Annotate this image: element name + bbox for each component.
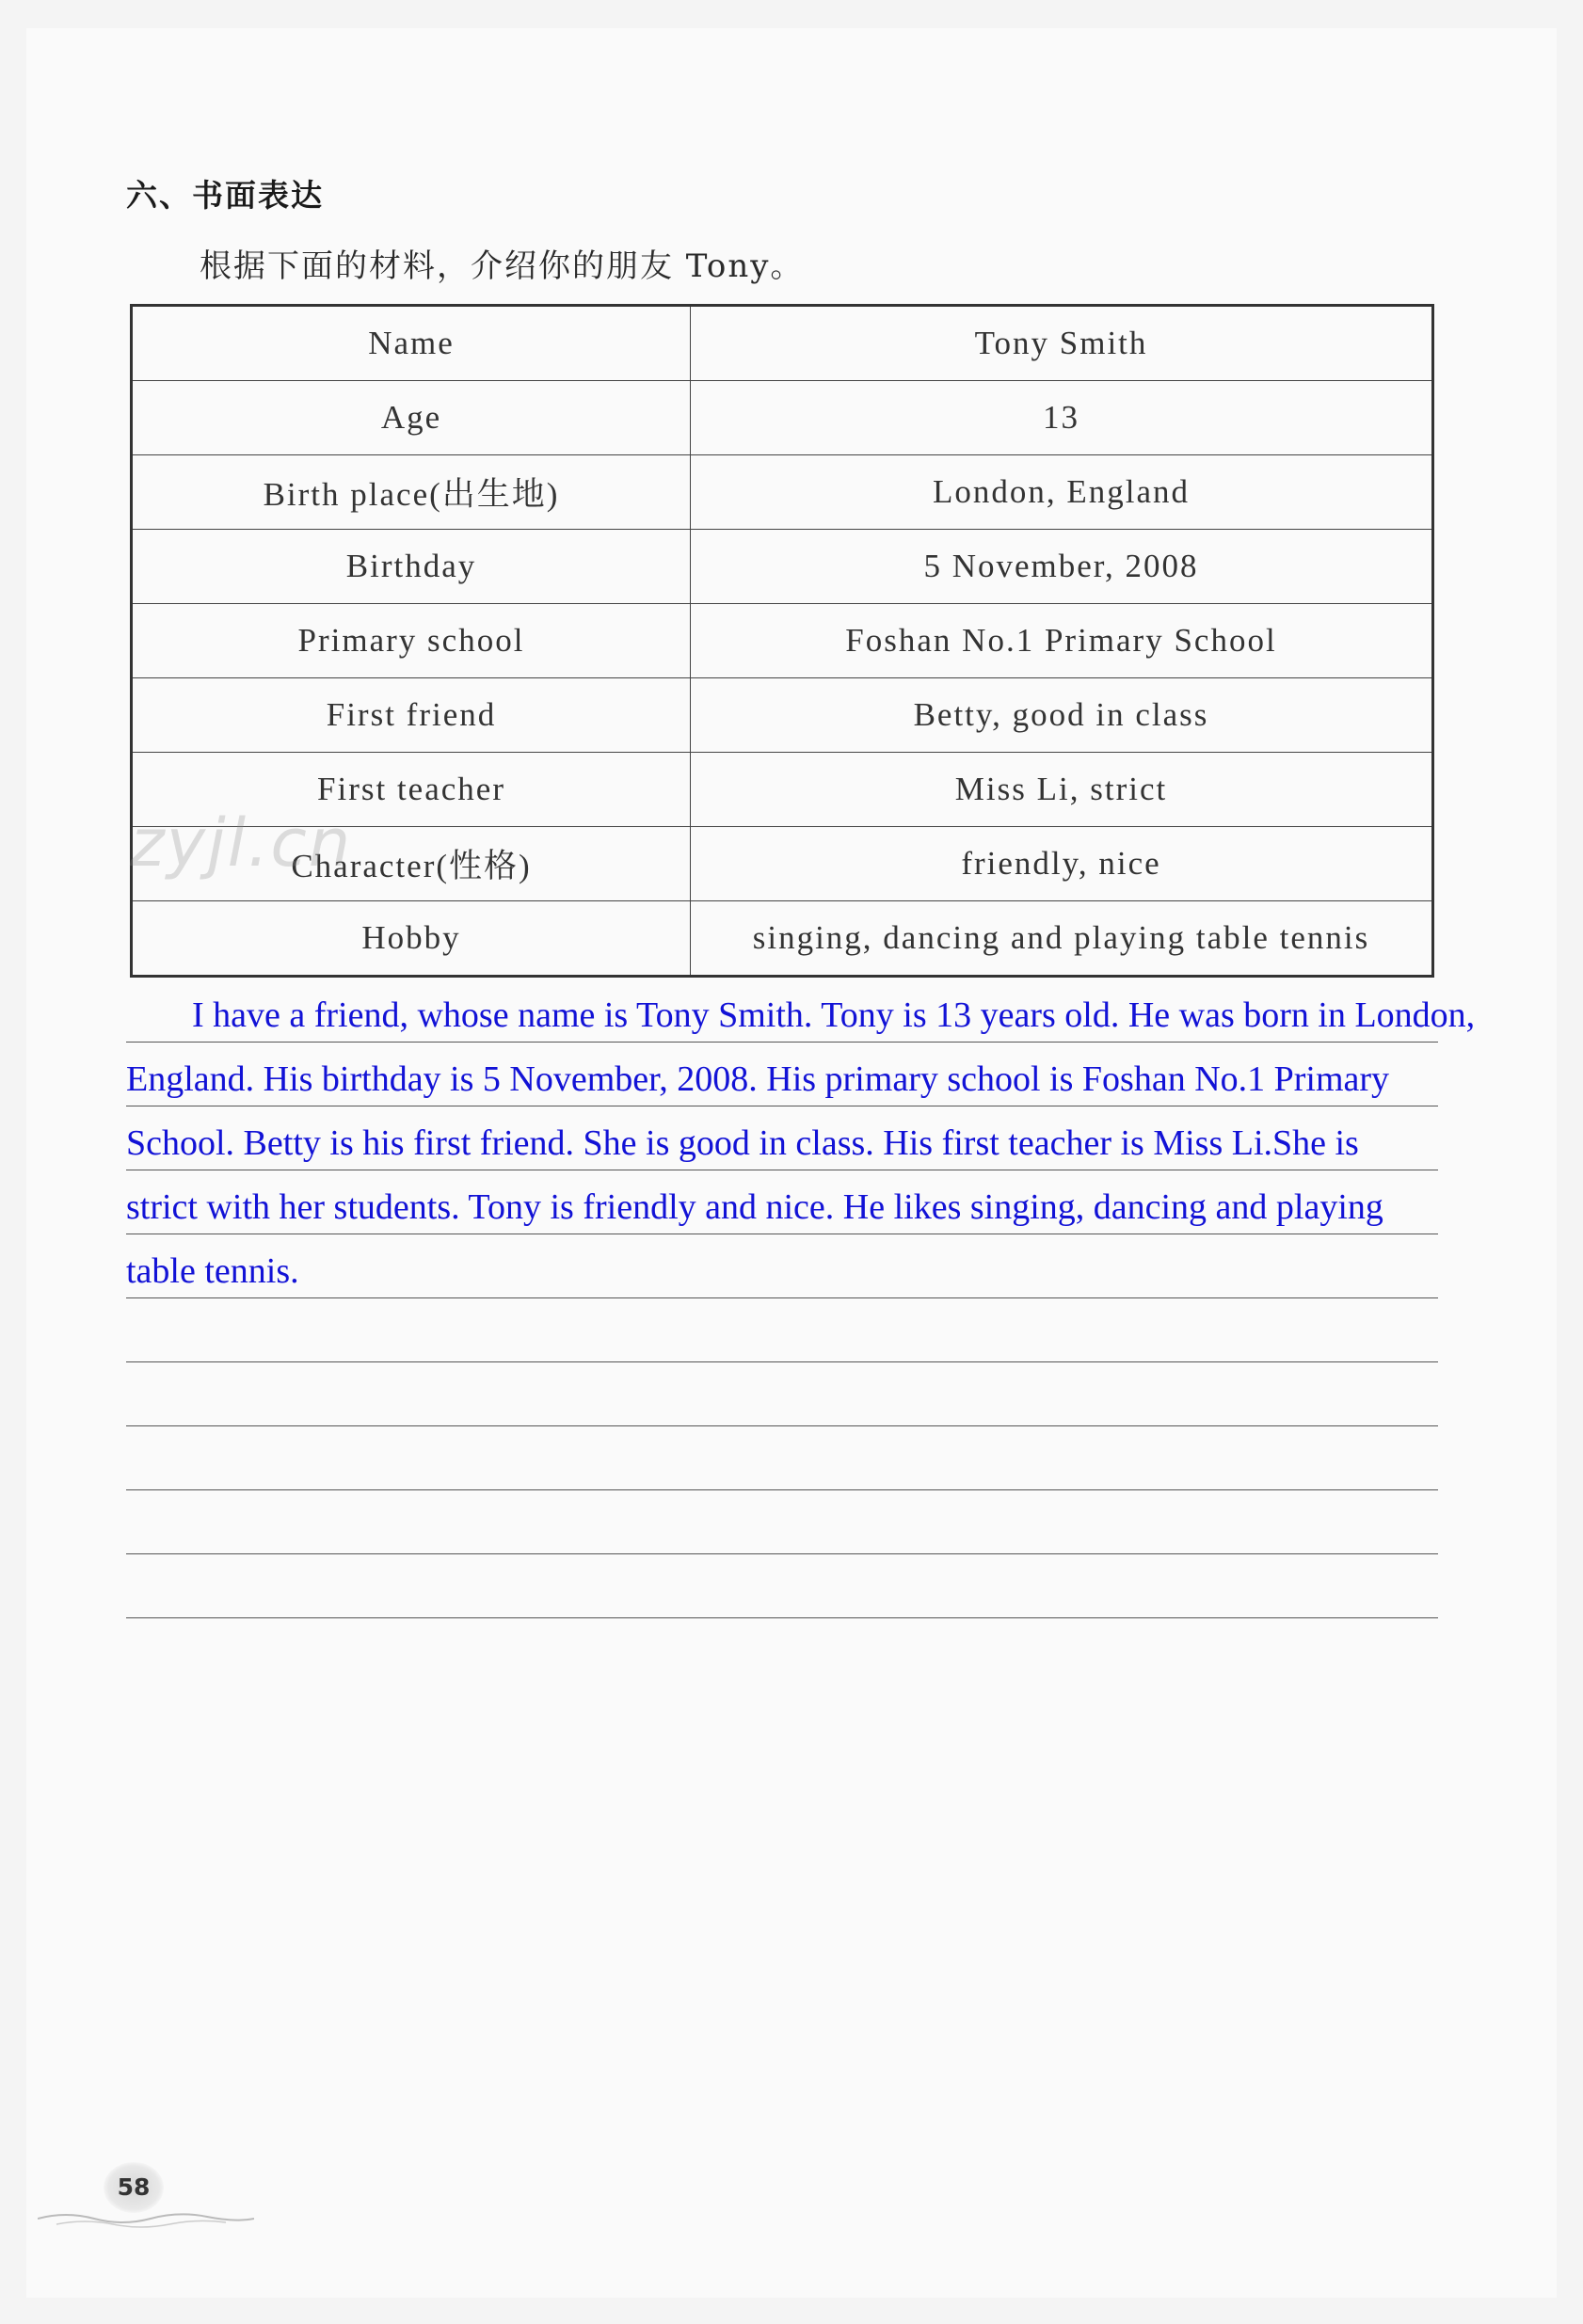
answer-line (126, 1170, 1438, 1234)
table-key: Birth place(出生地) (132, 455, 691, 530)
table-value: London, England (691, 455, 1433, 530)
instruction-text: 根据下面的材料，介绍你的朋友 Tony。 (200, 247, 805, 285)
page-number: 58 (104, 2162, 164, 2213)
writing-area (126, 979, 1476, 1618)
wave-decoration-icon (38, 2202, 254, 2230)
table-value: Tony Smith (691, 306, 1433, 381)
watermark: zyjl.cn (130, 804, 353, 882)
table-key: Age (132, 381, 691, 455)
table-row (132, 901, 1433, 977)
table-value: singing, dancing and playing table tennis (691, 901, 1433, 977)
blank-line (126, 1554, 1438, 1618)
table-row (132, 678, 1433, 753)
blank-line (126, 1362, 1438, 1426)
table-row (132, 381, 1433, 455)
table-value: Miss Li, strict (691, 753, 1433, 827)
table-row (132, 455, 1433, 530)
table-value: Foshan No.1 Primary School (691, 604, 1433, 678)
table-value: Betty, good in class (691, 678, 1433, 753)
table-key: Name (132, 306, 691, 381)
answer-line (126, 979, 1476, 1043)
table-row (132, 530, 1433, 604)
answer-text: table tennis. (126, 1251, 299, 1291)
section-title: 六、书面表达 (126, 177, 324, 214)
table-key: Hobby (132, 901, 691, 977)
table-key: Primary school (132, 604, 691, 678)
answer-text: strict with her students. Tony is friendly and nice. He likes singing, dancing and playing (126, 1187, 1383, 1227)
table-value: friendly, nice (691, 827, 1433, 901)
table-value: 13 (691, 381, 1433, 455)
table-row (132, 604, 1433, 678)
answer-line (126, 1106, 1438, 1170)
answer-text: England. His birthday is 5 November, 2008. His primary school is Foshan No.1 Primary (126, 1059, 1390, 1099)
table-key: Character(性格) (132, 827, 691, 901)
table-key: First friend (132, 678, 691, 753)
blank-line (126, 1426, 1438, 1490)
table-value: 5 November, 2008 (691, 530, 1433, 604)
table-key: Birthday (132, 530, 691, 604)
answer-line (126, 1043, 1438, 1106)
blank-line (126, 1298, 1438, 1362)
blank-line (126, 1490, 1438, 1554)
table-key: First teacher (132, 753, 691, 827)
answer-line (126, 1234, 1438, 1298)
table-row (132, 306, 1433, 381)
answer-text: I have a friend, whose name is Tony Smith. Tony is 13 years old. He was born in London, (192, 995, 1476, 1035)
answer-text: School. Betty is his first friend. She is good in class. His first teacher is Miss Li.She is (126, 1123, 1359, 1163)
